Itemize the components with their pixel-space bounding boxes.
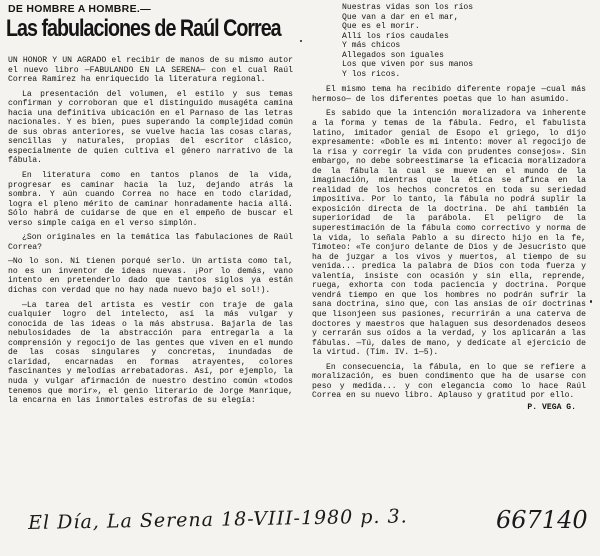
scan-speck bbox=[590, 300, 592, 303]
paragraph: —No lo son. Ni tienen porqué serlo. Un artista como tal, no es un inventor de ideas nuevas. ¡Por lo demás, vano intento en pretenderlo dado que tantos siglos ya están dichas con verdad que no hay nada nuevo bajo el sol!). bbox=[8, 257, 293, 296]
paragraph: Es sabido que la intención moralizadora va inherente a la forma y temas de la fábula. Fedro, el fabulista latino, imitador genial de Esopo el griego, lo dijo expresamente: «Doble es mi intento: mover al regocijo de la risa y corregir la vida con prudentes consejos». Sin embargo, no debe sobreestimarse la eficacia moralizadora de la fábula la cual se mueve en el mundo de la imaginación, mientras que la ética se afinca en la realidad de los hechos concretos en toda su seriedad impositiva. Por lo tanto, la fábula no podrá suplir la exposición directa de la doctrina. De ahí también la superioridad de la parábola. El peligro de la superestimación de la fábula como correctivo y norma de la vida, lo señala Pablo a su directo hijo en la fe, Timoteo: «Te conjuro delante de Dios y de Jesucristo que ha de juzgar a los vivos y muertos, al tiempo de su venida... predica la palabra de Dios con toda fuerza y valentía, insiste con ocasión y sin ella, reprende, ruega, exhorta con toda paciencia y doctrina. Porque vendrá tiempo en que los hombres no podrán sufrir la sana doctrina, sino que, con las ansias de oír doctrinas que lisonjeen sus pasiones, recurrirán a una caterva de doctores y maestros que halaguen sus desordenados deseos y cerrarán sus oídos a la verdad, y los aplicarán a las fábulas. —Tú, dales de mano, y dedícate al ejercicio de la virtud. (Tim. IV. 1—5). bbox=[312, 109, 586, 358]
section-kicker: DE HOMBRE A HOMBRE.— bbox=[8, 3, 151, 15]
paragraph: ¿Son originales en la temática las fabulaciones de Raúl Correa? bbox=[8, 233, 293, 252]
poem-line: Los que viven por sus manos bbox=[342, 60, 474, 70]
paragraph: —La tarea del artista es vestir con traje de gala cualquier logro del intelecto, así la más vulgar y conocida de las ideas o la más abstrusa. Bajarla de las nebulosidades de la abstracción para entregarla a la comprensión y regocijo de las gentes que viven en el mundo de las cosas singulares y concretas, inundadas de claridad, encarnadas en formas atrayentes, colores fascinantes y melodías arrebatadoras. Así, por ejemplo, la nuda y vulgar afirmación de nuestro destino común «todos tenemos que morir», el genio literario de Jorge Manrique, la encarna en las inmortales estrofas de su elegía: bbox=[8, 300, 293, 406]
poem-line: Allí los ríos caudales bbox=[342, 31, 449, 41]
author-signature: P. VEGA G. bbox=[527, 402, 576, 412]
paragraph: UN HONOR Y UN AGRADO el recibir de manos de su mismo autor el nuevo libro —FABULANDO EN LA SERENA— con el cual Raúl Correa Ramírez ha enriquecido la literatura regional. bbox=[8, 56, 293, 85]
poem-line: Y los ricos. bbox=[342, 69, 401, 79]
right-column bbox=[312, 3, 586, 412]
poem-line: Que van a dar en el mar, bbox=[342, 12, 459, 22]
paragraph: El mismo tema ha recibido diferente ropaje —cual más hermoso— de los diferentes poetas que lo han asumido. bbox=[312, 85, 586, 104]
left-column bbox=[8, 56, 293, 406]
paragraph: La presentación del volumen, el estilo y sus temas confirman y corroboran que el distinguido musagéta camina hacia una definitiva ubicación en el Parnaso de las letras nacionales. Y es bien, pues superando la complejidad común de sus obras anteriores, se vuelve hacia las cosas claras, sencillas y naturales, propias del escritor clásico, especialmente de quien cultiva el género narrativo de la fábula. bbox=[8, 89, 293, 166]
scan-speck bbox=[300, 40, 302, 42]
poem-line: Nuestras vidas son los ríos bbox=[342, 3, 474, 12]
paragraph: En consecuencia, la fábula, en lo que se refiere a moralización, es buen condimento que ha de usarse con peso y medida... y con elegancia como lo hace Raúl Correa en su nuevo libro. Aplauso y gratitud por ello. bbox=[312, 362, 586, 401]
handwritten-archive-number: 667140 bbox=[496, 506, 588, 534]
article-headline: Las fabulaciones de Raúl Correa bbox=[6, 15, 281, 42]
poem-line: Allegados son iguales bbox=[342, 50, 444, 60]
poem-line: Que es el morir. bbox=[342, 22, 420, 32]
paragraph: En literatura como en tantos planos de la vida, progresar es caminar hacia la luz, dejando atrás la sombra. Y aún cuando Correa no hace en todo claridad, logra el pleno mérito de caminar honradamente hacia allá. Sólo habrá de cuidarse de que en el empeño de buscar el verso simple caiga en el verso simplón. bbox=[8, 171, 293, 228]
poem-line: Y más chicos bbox=[342, 41, 401, 51]
manrique-poem bbox=[342, 3, 586, 79]
handwritten-source-note: El Día, La Serena 18-VIII-1980 p. 3. bbox=[28, 505, 408, 534]
